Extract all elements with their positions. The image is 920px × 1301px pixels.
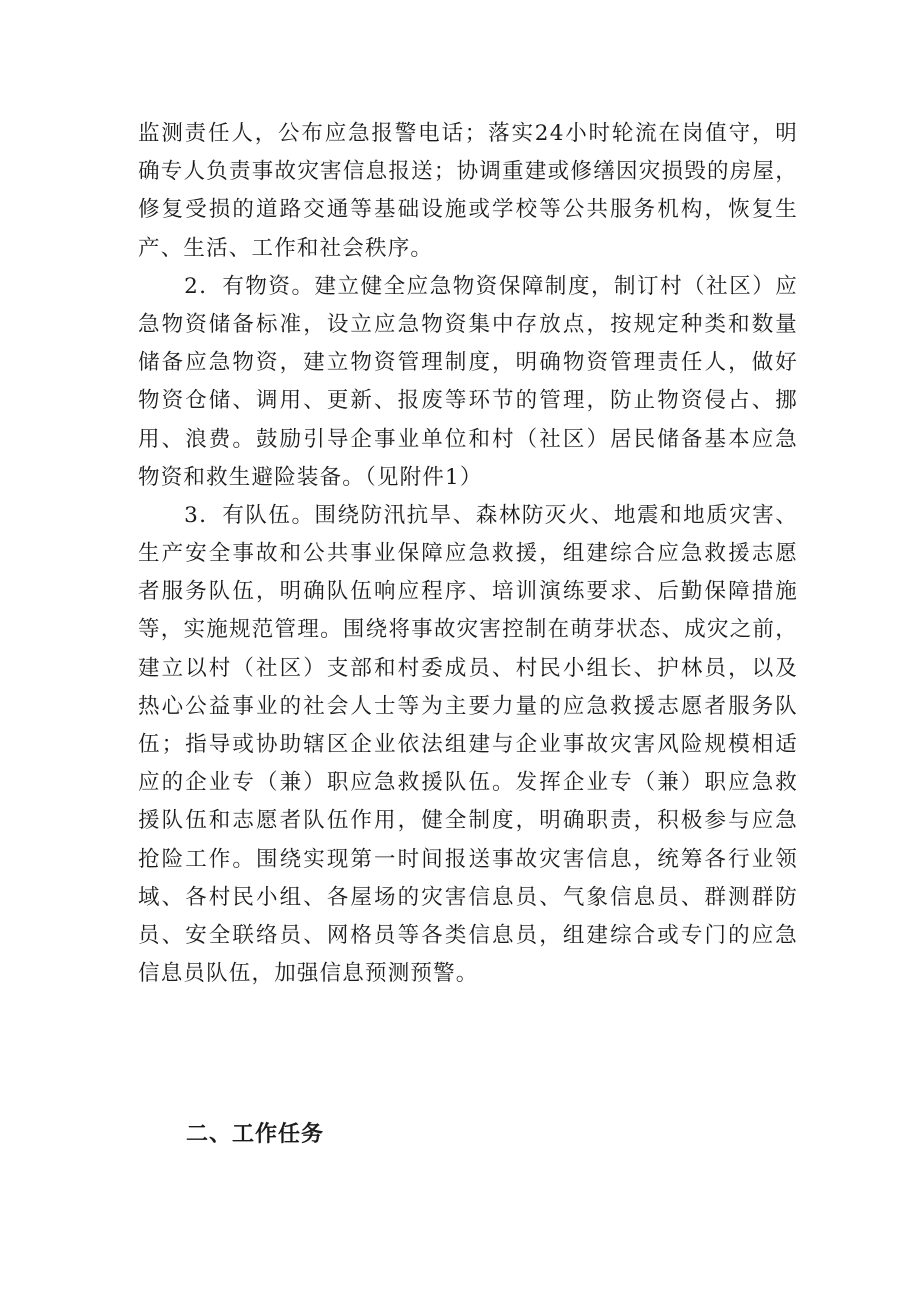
document-body xyxy=(138,115,798,993)
text-line: 生产安全事故和公共事业保障应急救援，组建综合应急救援志愿 xyxy=(138,541,798,567)
text-line: 2．有物资。建立健全应急物资保障制度，制订村（社区）应 xyxy=(138,273,798,299)
text-line: 应的企业专（兼）职应急救援队伍。发挥企业专（兼）职应急救 xyxy=(138,770,798,796)
text-line: 抢险工作。围绕实现第一时间报送事故灾害信息，统筹各行业领 xyxy=(138,846,798,872)
text-line: 者服务队伍，明确队伍响应程序、培训演练要求、后勤保障措施 xyxy=(138,579,798,605)
text-line: 域、各村民小组、各屋场的灾害信息员、气象信息员、群测群防 xyxy=(138,884,798,910)
text-line: 3．有队伍。围绕防汛抗旱、森林防灭火、地震和地质灾害、 xyxy=(138,502,798,528)
section-heading: 二、工作任务 xyxy=(186,1122,325,1147)
text-line: 用、浪费。鼓励引导企事业单位和村（社区）居民储备基本应急 xyxy=(138,426,798,452)
paragraph-3 xyxy=(138,497,798,993)
text-line: 热心公益事业的社会人士等为主要力量的应急救援志愿者服务队 xyxy=(138,693,798,719)
text-line: 修复受损的道路交通等基础设施或学校等公共服务机构，恢复生 xyxy=(138,197,798,223)
text-line: 储备应急物资，建立物资管理制度，明确物资管理责任人，做好 xyxy=(138,350,798,376)
text-line: 等，实施规范管理。围绕将事故灾害控制在萌芽状态、成灾之前， xyxy=(138,617,798,643)
text-line: 信息员队伍，加强信息预测预警。 xyxy=(138,961,479,987)
text-line: 物资仓储、调用、更新、报废等环节的管理，防止物资侵占、挪 xyxy=(138,388,798,414)
paragraph-2 xyxy=(138,268,798,497)
text-line: 确专人负责事故灾害信息报送；协调重建或修缮因灾损毁的房屋， xyxy=(138,159,798,185)
text-line: 产、生活、工作和社会秩序。 xyxy=(138,235,434,261)
text-line: 伍；指导或协助辖区企业依法组建与企业事故灾害风险规模相适 xyxy=(138,732,798,757)
text-line: 援队伍和志愿者队伍作用，健全制度，明确职责，积极参与应急 xyxy=(138,808,798,834)
text-line: 急物资储备标准，设立应急物资集中存放点，按规定种类和数量 xyxy=(138,311,798,337)
text-line: 物资和救生避险装备。（见附件1） xyxy=(138,464,483,490)
text-line: 建立以村（社区）支部和村委成员、村民小组长、护林员，以及 xyxy=(138,655,798,681)
text-line: 监测责任人，公布应急报警电话；落实24小时轮流在岗值守，明 xyxy=(138,121,798,146)
text-line: 员、安全联络员、网格员等各类信息员，组建综合或专门的应急 xyxy=(138,922,798,948)
paragraph-1 xyxy=(138,115,798,268)
